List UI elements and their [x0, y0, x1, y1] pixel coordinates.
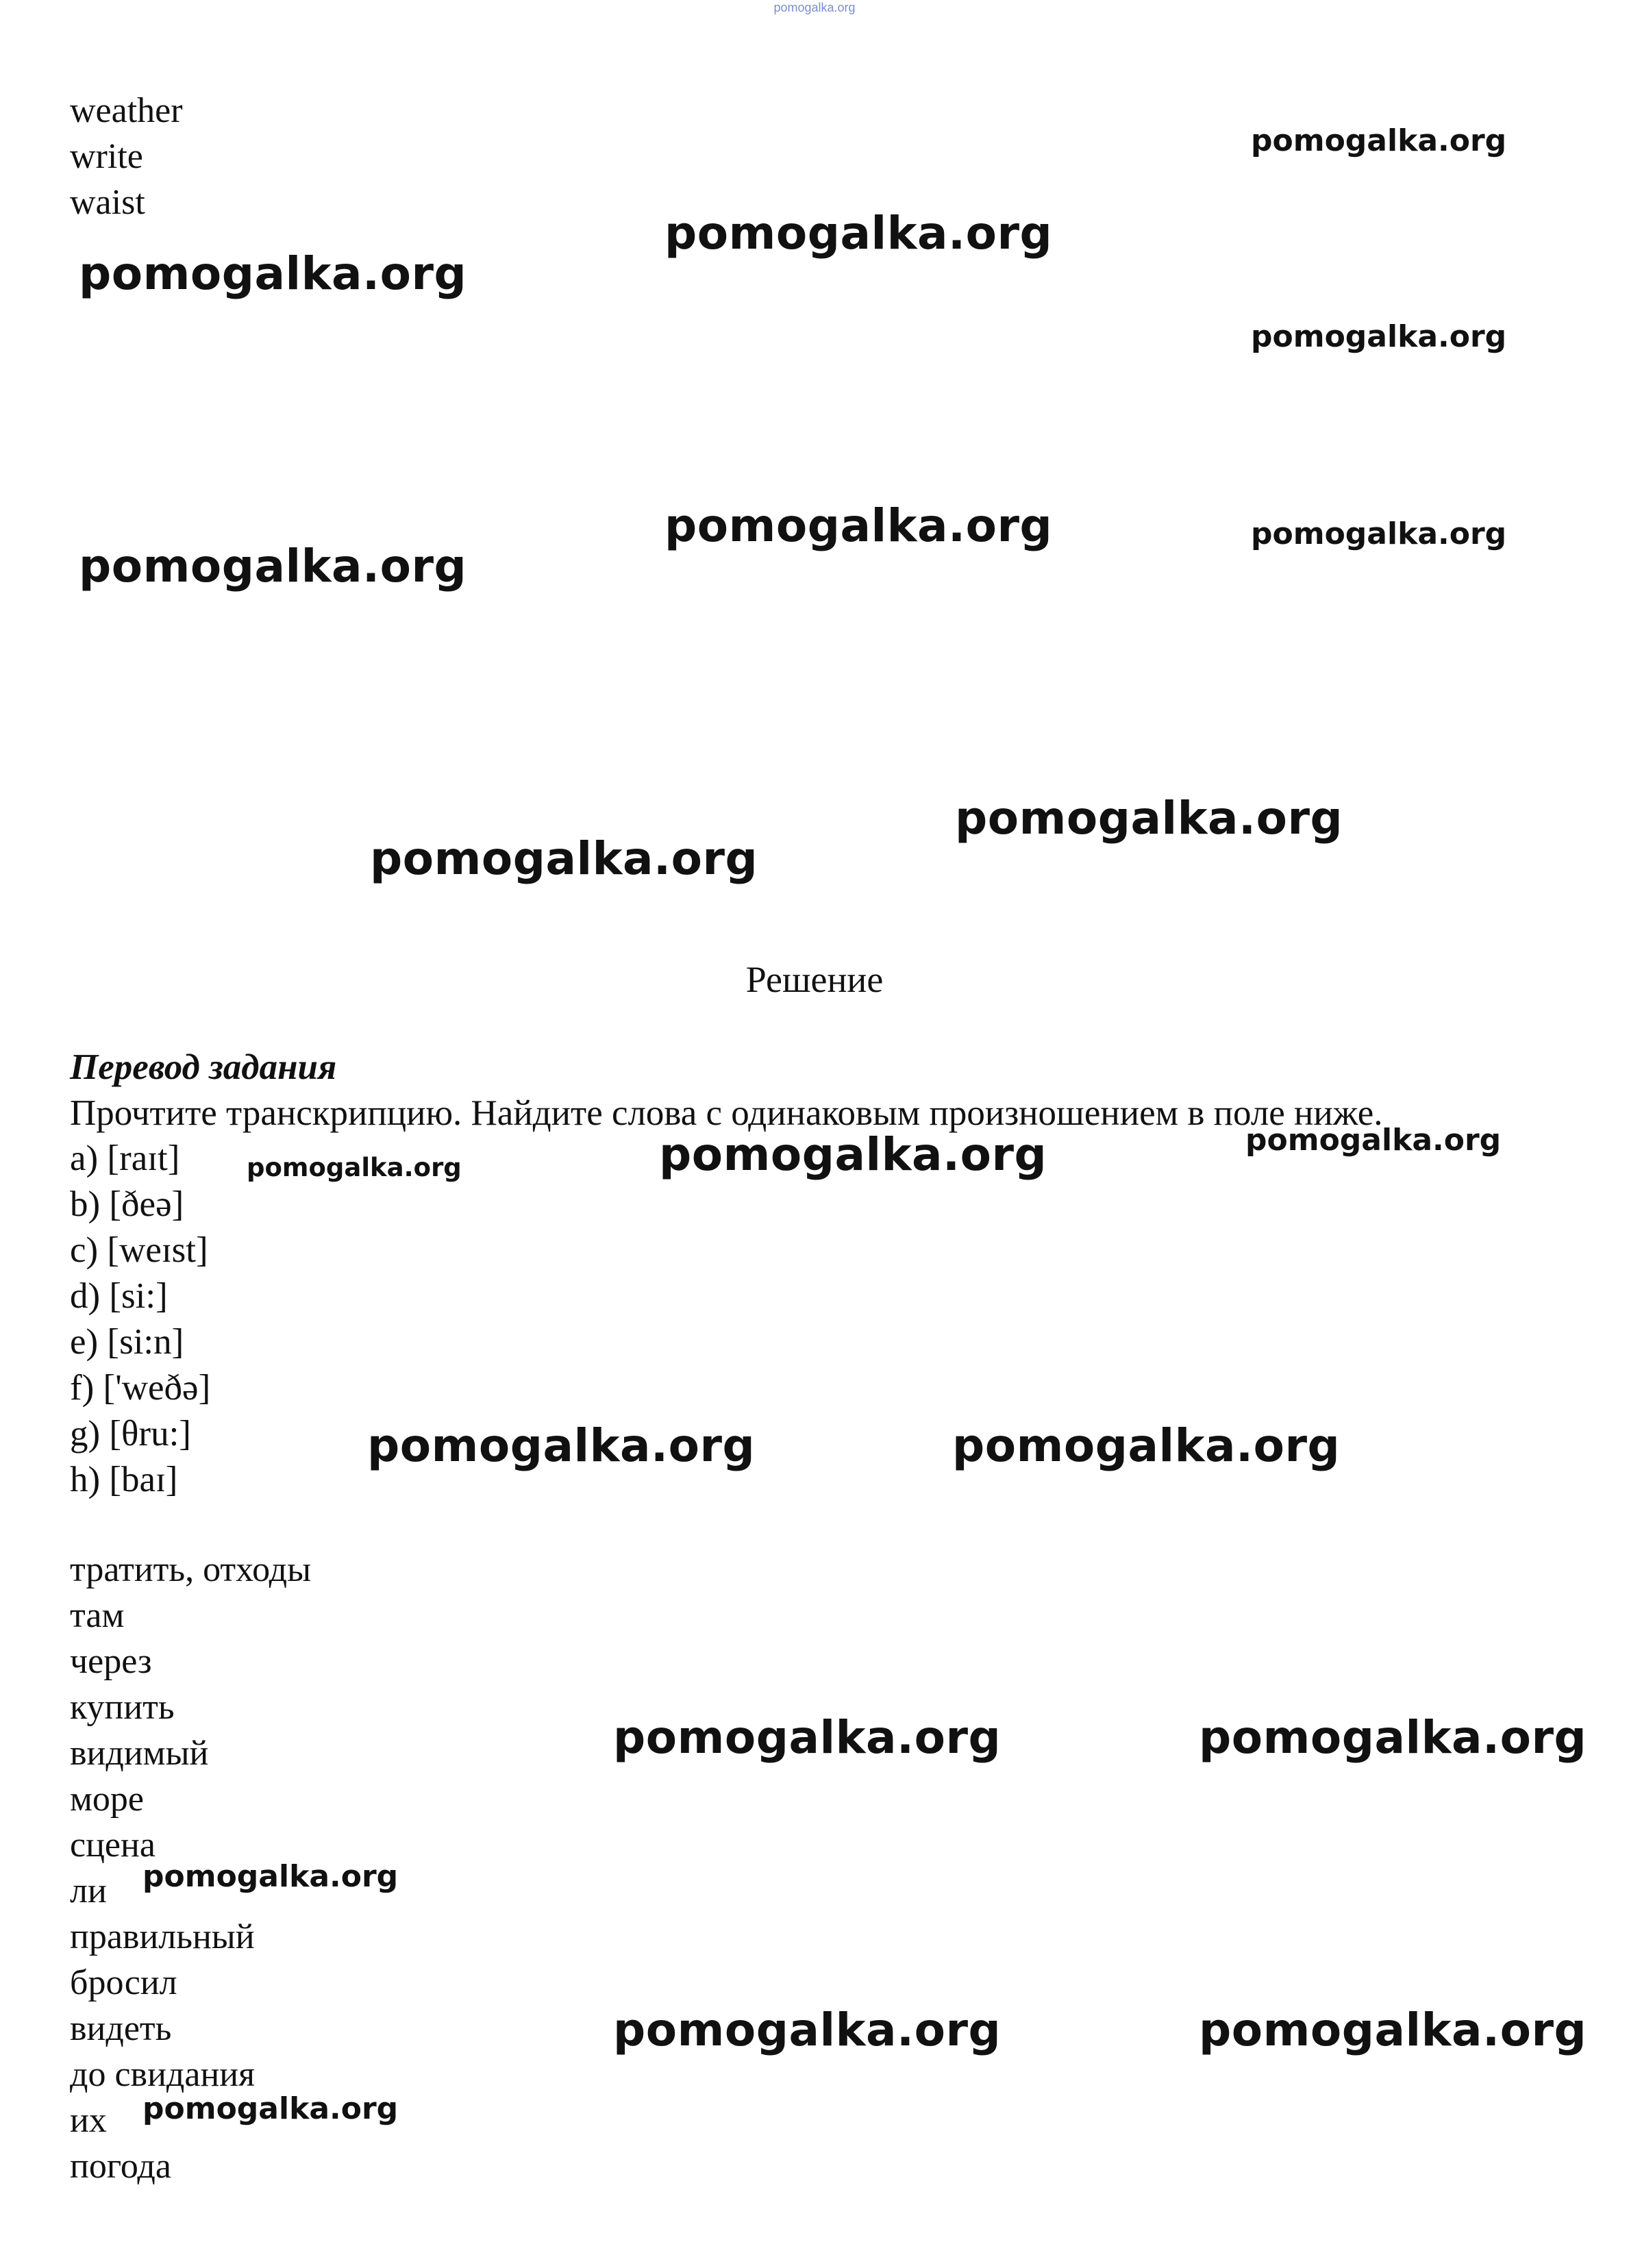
translation-item: купить	[70, 1688, 175, 1727]
transcription-item: b) [ðeə]	[70, 1184, 184, 1224]
watermark: pomogalka.org	[1251, 319, 1507, 354]
translation-item: ли	[70, 1871, 107, 1910]
translation-item: через	[70, 1642, 152, 1681]
watermark: pomogalka.org	[1245, 1123, 1502, 1158]
top-word-3: waist	[70, 183, 145, 222]
transcription-item: e) [si:n]	[70, 1322, 184, 1362]
watermark: pomogalka.org	[1199, 1711, 1587, 1764]
watermark: pomogalka.org	[247, 1153, 462, 1182]
transcription-item: d) [si:]	[70, 1276, 168, 1316]
watermark: pomogalka.org	[659, 1128, 1047, 1181]
transcription-item: f) ['weðə]	[70, 1368, 211, 1408]
translation-item: море	[70, 1780, 144, 1819]
top-word-1: weather	[70, 91, 183, 130]
watermark: pomogalka.org	[664, 499, 1053, 552]
watermark: pomogalka.org	[367, 1419, 756, 1472]
watermark: pomogalka.org	[370, 832, 758, 885]
translation-item: бросил	[70, 1963, 177, 2002]
translation-item: погода	[70, 2147, 171, 2186]
translation-item: видеть	[70, 2009, 172, 2048]
transcription-item: h) [baɪ]	[70, 1460, 178, 1499]
watermark: pomogalka.org	[142, 2091, 399, 2126]
translation-item: до свидания	[70, 2055, 256, 2094]
translation-item: правильный	[70, 1917, 255, 1956]
task-instruction: Прочтите транскрипцию. Найдите слова с одинаковым произношением в поле ниже.	[70, 1093, 1383, 1133]
transcription-item: g) [θru:]	[70, 1414, 191, 1454]
site-credit[interactable]: pomogalka.org	[773, 1, 856, 14]
transcription-list	[70, 1136, 210, 1503]
translation-item: их	[70, 2101, 107, 2140]
watermark: pomogalka.org	[1251, 516, 1507, 551]
watermark: pomogalka.org	[952, 1419, 1341, 1472]
translation-item: сцена	[70, 1825, 156, 1865]
transcription-item: a) [raɪt]	[70, 1138, 180, 1178]
section-title: Перевод задания	[70, 1047, 337, 1087]
solution-heading: Решение	[745, 959, 884, 1000]
watermark: pomogalka.org	[79, 247, 467, 300]
watermark: pomogalka.org	[1251, 123, 1507, 158]
watermark: pomogalka.org	[1199, 2004, 1587, 2056]
transcription-item: c) [weɪst]	[70, 1230, 208, 1270]
watermark: pomogalka.org	[955, 792, 1343, 845]
top-word-list	[70, 88, 183, 225]
translation-item: там	[70, 1596, 125, 1635]
translation-item: тратить, отходы	[70, 1550, 312, 1589]
watermark: pomogalka.org	[664, 207, 1053, 260]
translation-list	[70, 1547, 311, 2189]
watermark: pomogalka.org	[613, 2004, 1002, 2056]
translation-item: видимый	[70, 1734, 209, 1773]
watermark: pomogalka.org	[613, 1711, 1002, 1764]
watermark: pomogalka.org	[142, 1859, 399, 1894]
top-word-2: write	[70, 137, 143, 176]
watermark: pomogalka.org	[79, 540, 467, 593]
